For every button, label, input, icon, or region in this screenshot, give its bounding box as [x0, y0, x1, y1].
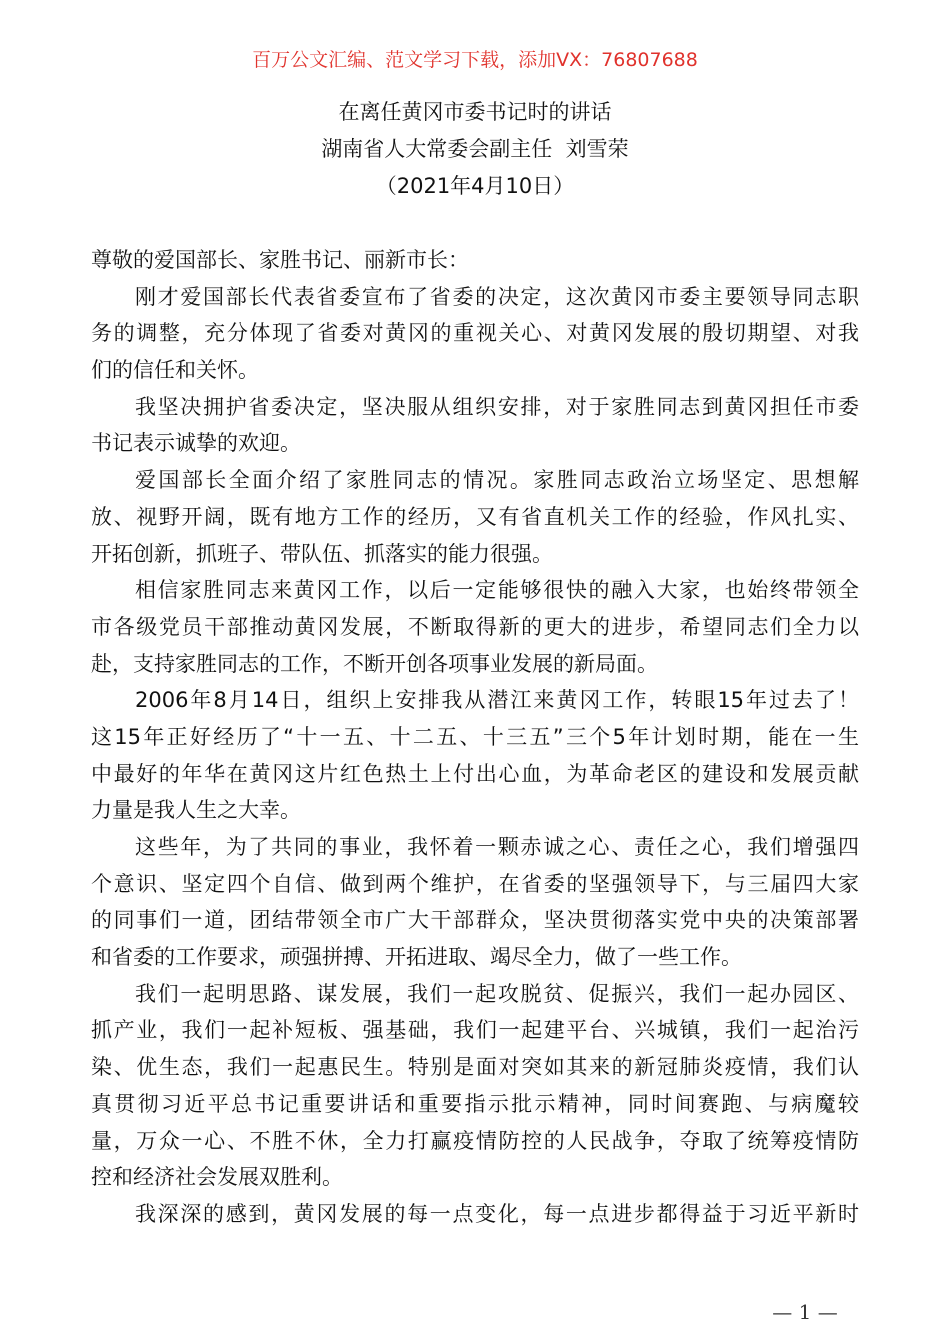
paragraph — [91, 389, 859, 462]
paragraph-line: 放、视野开阔，既有地方工作的经历，又有省直机关工作的经验，作风扎实、 — [91, 504, 859, 529]
document-body — [91, 242, 859, 1233]
paragraph-line: 刚才爱国部长代表省委宣布了省委的决定，这次黄冈市委主要领导同志职 — [135, 284, 859, 309]
watermark-banner: 百万公文汇编、范文学习下载，添加VX：76807688 — [252, 49, 698, 71]
paragraph-line: 这些年，为了共同的事业，我怀着一颗赤诚之心、责任之心，我们增强四 — [135, 835, 859, 859]
salutation: 尊敬的爱国部长、家胜书记、丽新市长： — [91, 248, 469, 272]
paragraph-line: 市各级党员干部推动黄冈发展，不断取得新的更大的进步，希望同志们全力以 — [91, 614, 859, 639]
paragraph-line: 个意识、坚定四个自信、做到两个维护，在省委的坚强领导下，与三届四大家 — [91, 871, 859, 896]
page-number: — 1 — — [772, 1300, 838, 1324]
document-title: 在离任黄冈市委书记时的讲话 — [338, 100, 612, 124]
paragraph-line: 抓产业，我们一起补短板、强基础，我们一起建平台、兴城镇，我们一起治污 — [91, 1018, 859, 1043]
author-line: 湖南省人大常委会副主任 刘雪荣 — [321, 137, 629, 161]
paragraph-line: 赴，支持家胜同志的工作，不断开创各项事业发展的新局面。 — [91, 651, 658, 676]
paragraph-line: 我深深的感到，黄冈发展的每一点变化，每一点进步都得益于习近平新时 — [135, 1201, 859, 1226]
paragraph-line: 2006年8月14日，组织上安排我从潜江来黄冈工作，转眼15年过去了！ — [135, 688, 859, 713]
paragraph — [91, 279, 859, 389]
paragraph — [91, 462, 859, 572]
date-line: （2021年4月10日） — [375, 174, 575, 198]
paragraph-line: 真贯彻习近平总书记重要讲话和重要指示批示精神，同时间赛跑、与病魔较 — [91, 1091, 859, 1116]
paragraph-line: 我们一起明思路、谋发展，我们一起攻脱贫、促振兴，我们一起办园区、 — [135, 981, 859, 1006]
paragraph — [91, 572, 859, 682]
paragraph-line: 务的调整，充分体现了省委对黄冈的重视关心、对黄冈发展的殷切期望、对我 — [91, 321, 859, 346]
paragraph-line: 爱国部长全面介绍了家胜同志的情况。家胜同志政治立场坚定、思想解 — [135, 468, 859, 493]
paragraph — [91, 976, 859, 1196]
paragraph-line: 染、优生态，我们一起惠民生。特别是面对突如其来的新冠肺炎疫情，我们认 — [91, 1055, 859, 1080]
paragraph-line: 这15年正好经历了“十一五、十二五、十三五”三个5年计划时期，能在一生 — [91, 724, 859, 749]
paragraph — [91, 829, 859, 976]
paragraph-line: 开拓创新，抓班子、带队伍、抓落实的能力很强。 — [91, 541, 553, 566]
paragraph-line: 相信家胜同志来黄冈工作，以后一定能够很快的融入大家，也始终带领全 — [135, 578, 859, 603]
paragraph-line: 和省委的工作要求，顽强拼搏、开拓进取、竭尽全力，做了一些工作。 — [91, 945, 742, 970]
paragraph-line: 控和经济社会发展双胜利。 — [91, 1165, 343, 1190]
paragraph-line: 量，万众一心、不胜不休，全力打赢疫情防控的人民战争，夺取了统筹疫情防 — [91, 1128, 859, 1153]
paragraph-line: 书记表示诚挚的欢迎。 — [91, 431, 301, 456]
paragraph-line: 的同事们一道，团结带领全市广大干部群众，坚决贯彻落实党中央的决策部署 — [91, 908, 859, 933]
paragraph — [91, 1196, 859, 1233]
paragraph-line: 中最好的年华在黄冈这片红色热土上付出心血，为革命老区的建设和发展贡献 — [91, 761, 859, 786]
paragraph — [91, 682, 859, 829]
paragraph-line: 们的信任和关怀。 — [91, 358, 259, 383]
paragraph-line: 力量是我人生之大幸。 — [91, 798, 301, 823]
paragraph-line: 我坚决拥护省委决定，坚决服从组织安排，对于家胜同志到黄冈担任市委 — [135, 394, 859, 419]
